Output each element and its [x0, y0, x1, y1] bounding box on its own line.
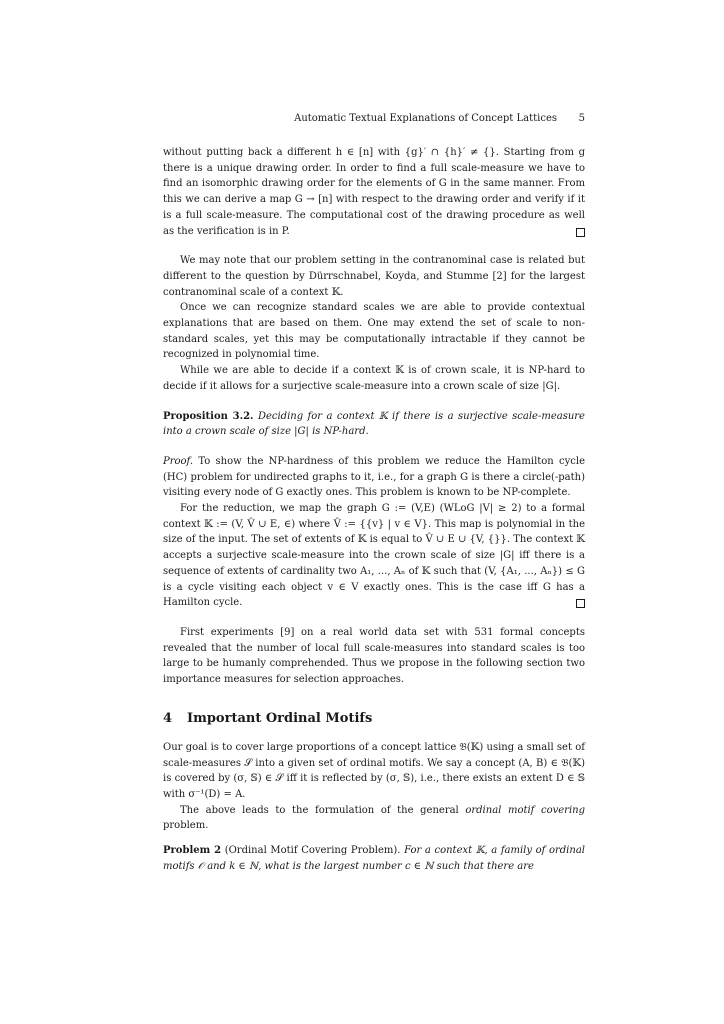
recognize-paragraph: Once we can recognize standard scales we are able to provide contextual explanations that are based on them. One may extend the set of scale to non-standard scales, yet this may be computationally intractable if they cannot be recognized in polynomial time.: [163, 302, 585, 361]
reduction-text: For the reduction, we map the graph G := (V,E) (WLoG |V| ≥ 2) to a formal context 𝕂 := (V, V̂ ∪ E, ∈) where V̂ := {{v} | v ∈ V}. This map is polynomial in the size of the input. The set of extents of 𝕂 is equal to V̂ ∪ E ∪ {V, {}}. The context 𝕂 accepts a surjective scale-measure into the crown scale of size |G| iff there is a sequence of extents of cardinality two A₁, ..., Aₙ of 𝕂 such that (V, {A₁, ..., Aₙ}) ≤ G is a cycle visiting each object v ∈ V exactly ones. This is the case iff G has a Hamilton cycle.: [163, 503, 585, 609]
leads-after: problem.: [163, 820, 209, 832]
problem-name: (Ordinal Motif Covering Problem).: [221, 845, 401, 857]
goal-paragraph: Our goal is to cover large proportions of a concept lattice 𝔅(𝕂) using a small set of scale-measures 𝒮 into a given set of ordinal motifs. We say a concept (A, B) ∈ 𝔅(𝕂) is covered by (σ, 𝕊) ∈ 𝒮 iff it is reflected by (σ, 𝕊), i.e., there exists an extent D ∈ 𝕊 with σ⁻¹(D) = A.: [163, 741, 585, 800]
running-title: Automatic Textual Explanations of Concept Lattices: [294, 113, 557, 124]
proof-end-text: without putting back a different h ∈ [n] with {g}′ ∩ {h}′ ≠ {}. Starting from g there is a unique drawing order. In order to find a full scale-measure we have to find an isomorphic drawing order for the elements of G in the same manner. From this we can derive a map G → [n] with respect to the drawing order and verify if it is a full scale-measure. The computational cost of the drawing procedure as well as the verification is in P.: [163, 147, 585, 237]
section-title: Important Ordinal Motifs: [187, 710, 373, 726]
problem-statement: [163, 843, 585, 874]
leads-emphasis: ordinal motif covering: [465, 804, 585, 816]
proposition-text: Deciding for a context 𝕂 if there is a surjective scale-measure into a crown scale of size |G| is NP-hard.: [163, 410, 585, 438]
proof-label: Proof.: [163, 455, 194, 467]
section-number: 4: [163, 710, 173, 726]
page-body: [163, 145, 585, 874]
proof-end-paragraph: [163, 145, 585, 239]
leads-paragraph: [163, 803, 585, 834]
proof-text: To show the NP-hardness of this problem we reduce the Hamilton cycle (HC) problem for undirected graphs to it, i.e., for a graph G is there a circle(-path) visiting every node of G exactly ones. This problem is known to be NP-complete.: [163, 455, 585, 499]
problem-text: For a context 𝕂, a family of ordinal motifs 𝒪 and k ∈ ℕ, what is the largest number c ∈ ℕ such that there are: [163, 845, 585, 872]
proof-paragraph: [163, 454, 585, 501]
experiments-paragraph: First experiments [9] on a real world data set with 531 formal concepts revealed that the number of local full scale-measures into standard scales is too large to be humanly comprehended. Thus we propose in the following section two importance measures for selection approaches.: [163, 626, 585, 686]
qed-square-icon: [576, 228, 585, 237]
page-number: 5: [578, 113, 585, 124]
proposition-label: Proposition 3.2.: [163, 410, 254, 422]
paper-page: [163, 0, 585, 1024]
proposition: [163, 409, 585, 440]
note-paragraph: We may note that our problem setting in the contranominal case is related but different to the question by Dürrschnabel, Koyda, and Stumme [2] for the largest contranominal scale of a context 𝕂.: [163, 255, 585, 298]
reduction-paragraph: [163, 501, 585, 611]
crown-paragraph: While we are able to decide if a context 𝕂 is of crown scale, it is NP-hard to decide if it allows for a surjective scale-measure into a crown scale of size |G|.: [163, 365, 585, 392]
leads-before: The above leads to the formulation of the general: [180, 804, 466, 816]
running-header: [163, 112, 585, 126]
problem-label: Problem 2: [163, 845, 222, 857]
qed-square-icon: [576, 599, 585, 608]
section-heading: [163, 710, 585, 728]
